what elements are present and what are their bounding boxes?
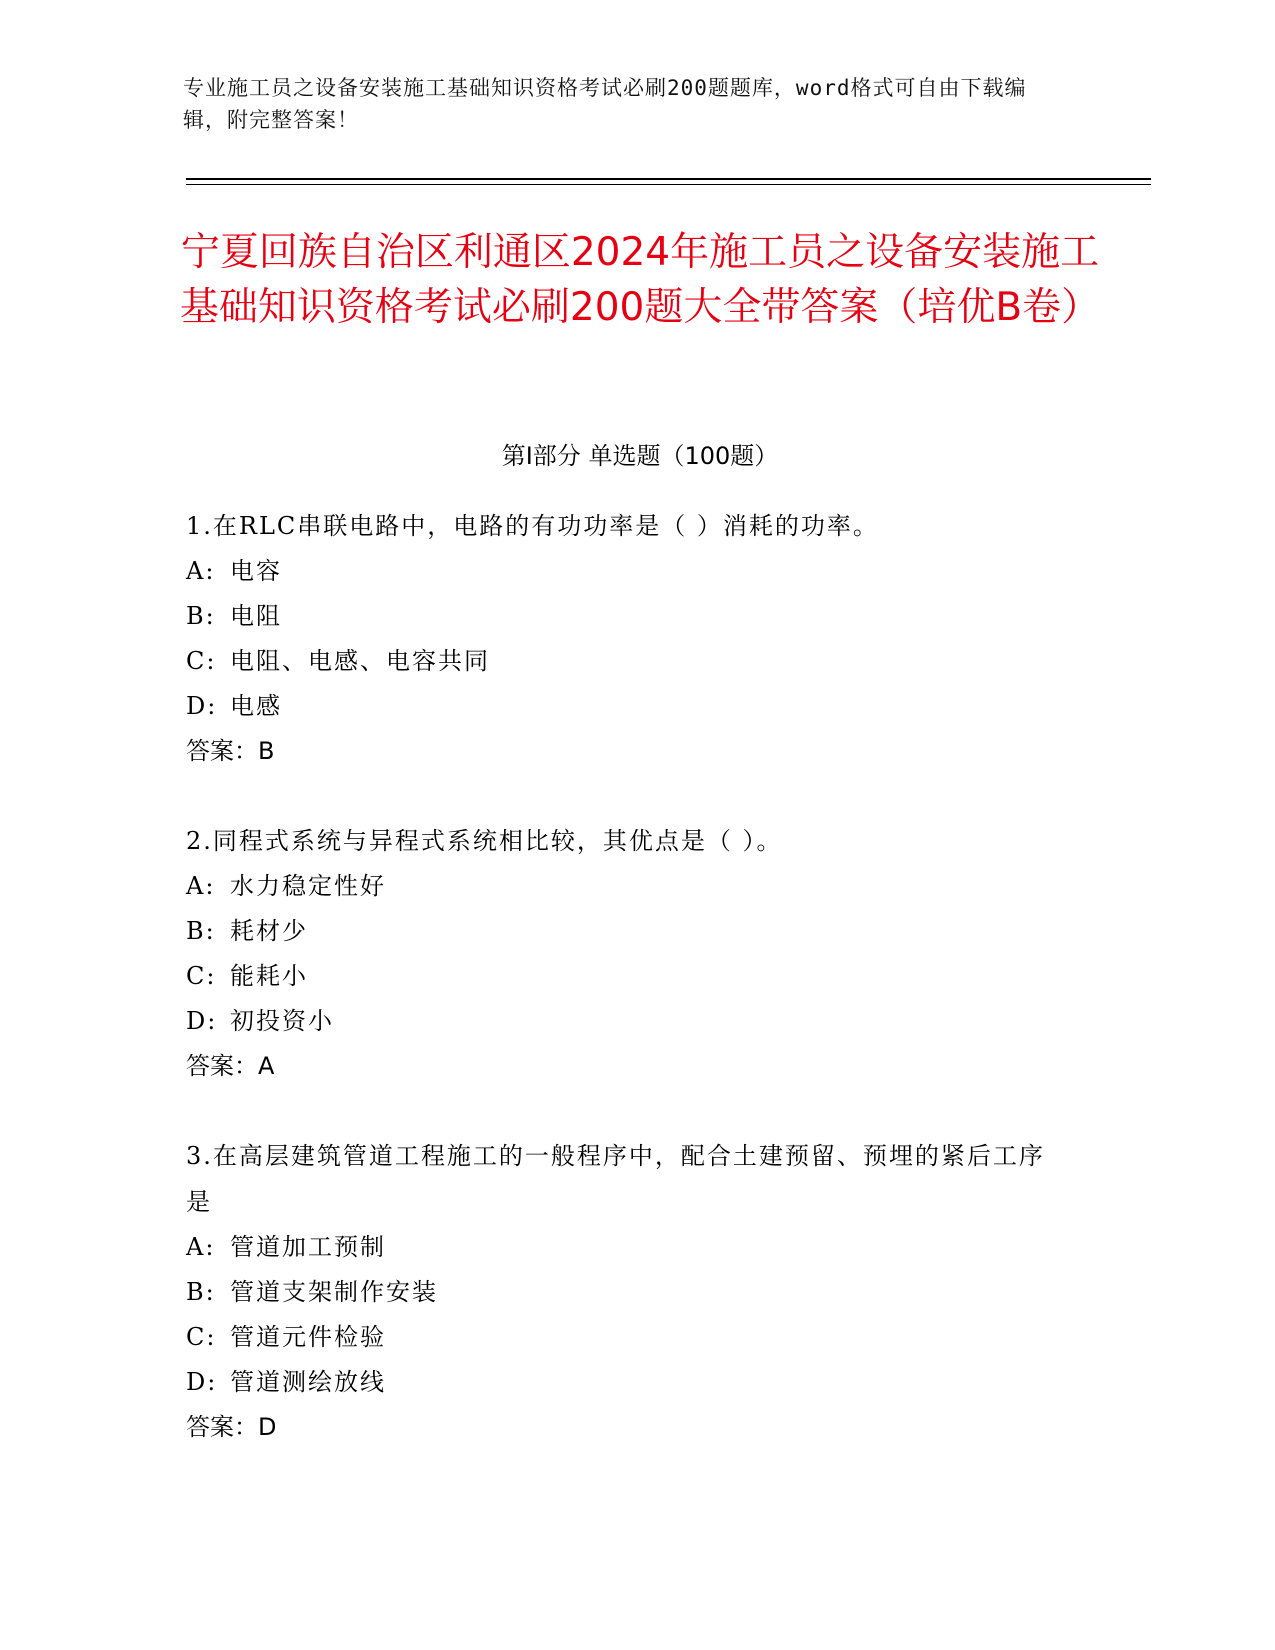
option-d <box>186 1360 1066 1405</box>
option-text: 管道元件检验 <box>230 1323 386 1351</box>
question-stem: 1.在RLC串联电路中，电路的有功功率是（ ）消耗的功率。 <box>186 512 879 540</box>
answer-line <box>186 1044 1066 1089</box>
option-letter: B: <box>186 1278 216 1306</box>
answer-value: D <box>258 1413 277 1441</box>
question-stem: 3.在高层建筑管道工程施工的一般程序中，配合土建预留、预埋的紧后工序是 <box>186 1142 1045 1216</box>
option-b <box>186 909 1066 954</box>
option-letter: C: <box>186 962 217 990</box>
option-letter: C: <box>186 647 217 675</box>
option-a <box>186 1225 1066 1270</box>
option-text: 初投资小 <box>230 1007 334 1035</box>
option-letter: A: <box>186 1233 216 1261</box>
option-letter: A: <box>186 872 216 900</box>
option-d <box>186 684 1066 729</box>
option-text: 电阻 <box>230 602 282 630</box>
option-d <box>186 999 1066 1044</box>
answer-value: A <box>258 1052 275 1080</box>
section-heading: 第Ⅰ部分 单选题（100题） <box>501 442 779 470</box>
answer-value: B <box>258 737 275 765</box>
option-text: 水力稳定性好 <box>230 872 386 900</box>
option-text: 电容 <box>230 557 282 585</box>
option-letter: C: <box>186 1323 217 1351</box>
option-c <box>186 1315 1066 1360</box>
option-text: 耗材少 <box>230 917 308 945</box>
header-divider-thick <box>186 178 1151 180</box>
document-title: 宁夏回族自治区利通区2024年施工员之设备安装施工基础知识资格考试必刷200题大全带答案（培优B卷） <box>179 230 1101 330</box>
option-letter: A: <box>186 557 216 585</box>
question-2 <box>186 818 1066 1089</box>
option-text: 电阻、电感、电容共同 <box>230 647 490 675</box>
option-letter: D: <box>186 692 218 720</box>
option-text: 管道加工预制 <box>230 1233 386 1261</box>
option-letter: D: <box>186 1007 218 1035</box>
option-text: 管道测绘放线 <box>230 1368 386 1396</box>
header-note: 专业施工员之设备安装施工基础知识资格考试必刷200题题库，word格式可自由下载编辑，附完整答案！ <box>183 76 1027 132</box>
option-a <box>186 864 1066 909</box>
option-text: 能耗小 <box>230 962 308 990</box>
option-b <box>186 594 1066 639</box>
option-letter: B: <box>186 602 216 630</box>
option-a <box>186 549 1066 594</box>
answer-line <box>186 729 1066 774</box>
question-stem: 2.同程式系统与异程式系统相比较，其优点是（ ）。 <box>186 827 783 855</box>
question-1 <box>186 503 1066 774</box>
header-divider-thin <box>186 184 1151 185</box>
option-letter: B: <box>186 917 216 945</box>
answer-label: 答案： <box>186 1052 258 1080</box>
option-letter: D: <box>186 1368 218 1396</box>
option-b <box>186 1270 1066 1315</box>
question-3 <box>186 1133 1066 1450</box>
option-c <box>186 954 1066 999</box>
option-text: 电感 <box>230 692 282 720</box>
answer-line <box>186 1405 1066 1450</box>
answer-label: 答案： <box>186 737 258 765</box>
answer-label: 答案： <box>186 1413 258 1441</box>
option-c <box>186 639 1066 684</box>
option-text: 管道支架制作安装 <box>230 1278 438 1306</box>
